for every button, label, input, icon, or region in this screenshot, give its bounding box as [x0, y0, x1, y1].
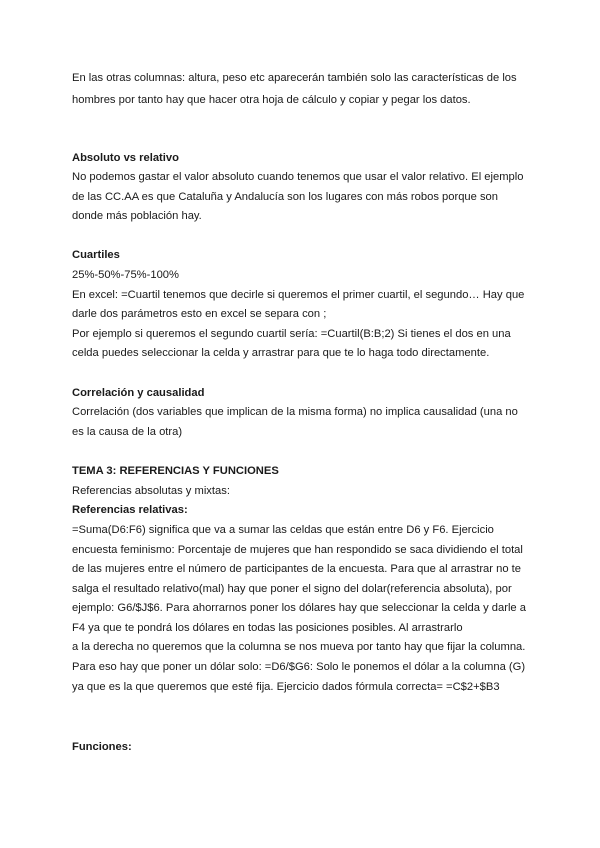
heading-funciones: Funciones: — [72, 741, 132, 753]
heading-cuartiles: Cuartiles — [72, 249, 120, 261]
tema3-line-3: de las mujeres entre el número de participantes de la encuesta. Para que al arrastrar no te — [72, 563, 521, 575]
tema3-line-5: ejemplo: G6/$J$6. Para ahorrarnos poner los dólares hay que seleccionar la celda y darle a — [72, 602, 526, 614]
correlacion-line-2: es la causa de la otra) — [72, 426, 183, 438]
correlacion-line-1: Correlación (dos variables que implican de la misma forma) no implica causalidad (una no — [72, 406, 518, 418]
heading-correlacion: Correlación y causalidad — [72, 387, 205, 399]
heading-referencias-relativas: Referencias relativas: — [72, 504, 188, 516]
heading-tema3: TEMA 3: REFERENCIAS Y FUNCIONES — [72, 465, 279, 477]
cuartiles-line-3: darle dos parámetros esto en excel se separa con ; — [72, 308, 327, 320]
tema3-line-8: Para eso hay que poner un dólar solo: =D6/$G6: Solo le ponemos el dólar a la columna (G) — [72, 661, 526, 673]
intro-line-2: hombres por tanto hay que hacer otra hoja de cálculo y copiar y pegar los datos. — [72, 94, 471, 106]
tema3-line-1: =Suma(D6:F6) significa que va a sumar las celdas que están entre D6 y F6. Ejercicio — [72, 524, 494, 536]
tema3-line-6: F4 ya que te pondrá los dólares en todas las posiciones posibles. Al arrastrarlo — [72, 622, 463, 634]
cuartiles-line-4: Por ejemplo si queremos el segundo cuartil sería: =Cuartil(B:B;2) Si tienes el dos en una — [72, 328, 511, 340]
absoluto-line-2: de las CC.AA es que Cataluña y Andalucía son los lugares con más robos porque son — [72, 191, 499, 203]
tema3-line-4: salga el resultado relativo(mal) hay que poner el signo del dolar(referencia absoluta), por — [72, 583, 512, 595]
tema3-line-2: encuesta feminismo: Porcentaje de mujeres que han respondido se saca dividiendo el total — [72, 544, 523, 556]
absoluto-line-1: No podemos gastar el valor absoluto cuando tenemos que usar el valor relativo. El ejemplo — [72, 171, 524, 183]
cuartiles-line-1: 25%-50%-75%-100% — [72, 269, 179, 281]
tema3-intro: Referencias absolutas y mixtas: — [72, 485, 230, 497]
intro-line-1: En las otras columnas: altura, peso etc aparecerán también solo las características de los — [72, 72, 517, 84]
cuartiles-line-2: En excel: =Cuartil tenemos que decirle si queremos el primer cuartil, el segundo… Hay que — [72, 289, 525, 301]
heading-absoluto: Absoluto vs relativo — [72, 152, 179, 164]
tema3-line-9: ya que es la que queremos que esté fija. Ejercicio dados fórmula correcta= =C$2+$B3 — [72, 681, 500, 693]
cuartiles-line-5: celda puedes seleccionar la celda y arrastrar para que te lo haga todo directamente. — [72, 347, 490, 359]
tema3-line-7: a la derecha no queremos que la columna se nos mueva por tanto hay que fijar la columna. — [72, 641, 526, 653]
absoluto-line-3: donde más población hay. — [72, 210, 202, 222]
